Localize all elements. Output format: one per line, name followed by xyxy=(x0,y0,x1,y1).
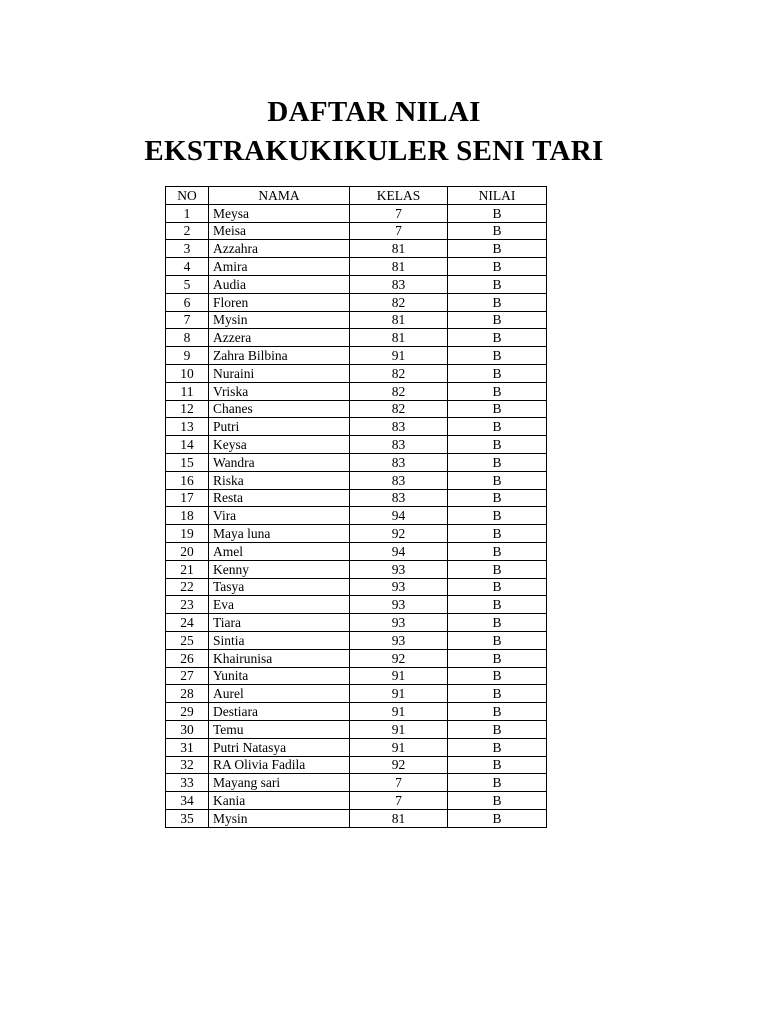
cell-kelas: 7 xyxy=(350,204,448,222)
cell-nilai: B xyxy=(448,364,547,382)
cell-kelas: 92 xyxy=(350,756,448,774)
table-row xyxy=(166,756,547,774)
cell-no: 29 xyxy=(166,703,209,721)
table-row xyxy=(166,293,547,311)
cell-nilai: B xyxy=(448,400,547,418)
cell-no: 19 xyxy=(166,525,209,543)
cell-no: 34 xyxy=(166,792,209,810)
cell-kelas: 93 xyxy=(350,614,448,632)
table-row xyxy=(166,382,547,400)
table-row xyxy=(166,703,547,721)
table-row xyxy=(166,240,547,258)
cell-nama: Wandra xyxy=(209,453,350,471)
cell-nama: Mysin xyxy=(209,311,350,329)
cell-no: 18 xyxy=(166,507,209,525)
cell-nilai: B xyxy=(448,525,547,543)
cell-nama: Vira xyxy=(209,507,350,525)
table-row xyxy=(166,258,547,276)
table-row xyxy=(166,222,547,240)
cell-nilai: B xyxy=(448,756,547,774)
cell-no: 15 xyxy=(166,453,209,471)
table-row xyxy=(166,329,547,347)
grades-table xyxy=(165,186,547,828)
cell-kelas: 82 xyxy=(350,293,448,311)
cell-no: 2 xyxy=(166,222,209,240)
cell-nama: Resta xyxy=(209,489,350,507)
cell-kelas: 92 xyxy=(350,649,448,667)
table-row xyxy=(166,275,547,293)
table-row xyxy=(166,471,547,489)
cell-nilai: B xyxy=(448,738,547,756)
cell-kelas: 91 xyxy=(350,667,448,685)
cell-no: 31 xyxy=(166,738,209,756)
cell-kelas: 82 xyxy=(350,400,448,418)
cell-no: 13 xyxy=(166,418,209,436)
cell-nama: Amel xyxy=(209,542,350,560)
cell-nama: Azzahra xyxy=(209,240,350,258)
page-title: DAFTAR NILAI xyxy=(267,96,481,128)
cell-kelas: 7 xyxy=(350,222,448,240)
cell-kelas: 7 xyxy=(350,774,448,792)
cell-no: 12 xyxy=(166,400,209,418)
cell-kelas: 92 xyxy=(350,525,448,543)
cell-kelas: 94 xyxy=(350,507,448,525)
cell-kelas: 91 xyxy=(350,685,448,703)
cell-kelas: 83 xyxy=(350,489,448,507)
cell-nama: Keysa xyxy=(209,436,350,454)
cell-kelas: 93 xyxy=(350,596,448,614)
cell-nilai: B xyxy=(448,471,547,489)
table-row xyxy=(166,400,547,418)
cell-no: 27 xyxy=(166,667,209,685)
cell-nama: Eva xyxy=(209,596,350,614)
header-kelas: KELAS xyxy=(350,187,448,205)
cell-no: 22 xyxy=(166,578,209,596)
cell-nama: Mayang sari xyxy=(209,774,350,792)
cell-nama: Mysin xyxy=(209,809,350,827)
cell-kelas: 83 xyxy=(350,436,448,454)
cell-nilai: B xyxy=(448,329,547,347)
table-body xyxy=(166,204,547,827)
table-row xyxy=(166,774,547,792)
cell-nama: Zahra Bilbina xyxy=(209,347,350,365)
cell-no: 26 xyxy=(166,649,209,667)
cell-no: 6 xyxy=(166,293,209,311)
cell-nilai: B xyxy=(448,489,547,507)
cell-kelas: 81 xyxy=(350,258,448,276)
cell-no: 1 xyxy=(166,204,209,222)
cell-nilai: B xyxy=(448,418,547,436)
cell-no: 32 xyxy=(166,756,209,774)
cell-nilai: B xyxy=(448,542,547,560)
cell-nama: Putri Natasya xyxy=(209,738,350,756)
cell-nama: Amira xyxy=(209,258,350,276)
cell-kelas: 83 xyxy=(350,418,448,436)
cell-no: 20 xyxy=(166,542,209,560)
cell-nilai: B xyxy=(448,258,547,276)
cell-no: 10 xyxy=(166,364,209,382)
cell-no: 16 xyxy=(166,471,209,489)
table-row xyxy=(166,614,547,632)
cell-kelas: 93 xyxy=(350,631,448,649)
cell-nama: Meysa xyxy=(209,204,350,222)
cell-kelas: 81 xyxy=(350,329,448,347)
cell-nilai: B xyxy=(448,649,547,667)
cell-kelas: 83 xyxy=(350,453,448,471)
cell-no: 14 xyxy=(166,436,209,454)
table-row xyxy=(166,347,547,365)
cell-kelas: 81 xyxy=(350,240,448,258)
cell-kelas: 93 xyxy=(350,578,448,596)
cell-nama: Riska xyxy=(209,471,350,489)
table-row xyxy=(166,560,547,578)
cell-nilai: B xyxy=(448,614,547,632)
cell-nilai: B xyxy=(448,720,547,738)
cell-nama: Putri xyxy=(209,418,350,436)
table-row xyxy=(166,720,547,738)
cell-nama: Azzera xyxy=(209,329,350,347)
cell-nilai: B xyxy=(448,507,547,525)
table-row xyxy=(166,436,547,454)
cell-no: 28 xyxy=(166,685,209,703)
header-nilai: NILAI xyxy=(448,187,547,205)
cell-kelas: 7 xyxy=(350,792,448,810)
cell-nama: Meisa xyxy=(209,222,350,240)
cell-nilai: B xyxy=(448,275,547,293)
cell-nilai: B xyxy=(448,560,547,578)
cell-nama: Temu xyxy=(209,720,350,738)
cell-nama: Khairunisa xyxy=(209,649,350,667)
cell-kelas: 82 xyxy=(350,382,448,400)
cell-no: 33 xyxy=(166,774,209,792)
cell-no: 7 xyxy=(166,311,209,329)
table-row xyxy=(166,525,547,543)
table-row xyxy=(166,667,547,685)
table-row xyxy=(166,685,547,703)
cell-nilai: B xyxy=(448,453,547,471)
cell-no: 23 xyxy=(166,596,209,614)
header-no: NO xyxy=(166,187,209,205)
header-nama: NAMA xyxy=(209,187,350,205)
cell-nilai: B xyxy=(448,204,547,222)
cell-no: 17 xyxy=(166,489,209,507)
cell-nama: Tiara xyxy=(209,614,350,632)
cell-nama: RA Olivia Fadila xyxy=(209,756,350,774)
table-row xyxy=(166,631,547,649)
cell-nilai: B xyxy=(448,809,547,827)
cell-nama: Tasya xyxy=(209,578,350,596)
cell-kelas: 91 xyxy=(350,738,448,756)
cell-no: 3 xyxy=(166,240,209,258)
cell-nama: Kania xyxy=(209,792,350,810)
cell-no: 11 xyxy=(166,382,209,400)
cell-nilai: B xyxy=(448,240,547,258)
cell-nilai: B xyxy=(448,703,547,721)
cell-nama: Destiara xyxy=(209,703,350,721)
table-row xyxy=(166,578,547,596)
cell-nama: Floren xyxy=(209,293,350,311)
cell-nilai: B xyxy=(448,311,547,329)
cell-nama: Yunita xyxy=(209,667,350,685)
cell-no: 8 xyxy=(166,329,209,347)
table-row xyxy=(166,204,547,222)
table-row xyxy=(166,507,547,525)
cell-nama: Sintia xyxy=(209,631,350,649)
table-row xyxy=(166,649,547,667)
cell-nama: Nuraini xyxy=(209,364,350,382)
cell-nilai: B xyxy=(448,774,547,792)
cell-nilai: B xyxy=(448,578,547,596)
cell-kelas: 82 xyxy=(350,364,448,382)
cell-no: 25 xyxy=(166,631,209,649)
cell-nilai: B xyxy=(448,222,547,240)
cell-no: 9 xyxy=(166,347,209,365)
cell-nilai: B xyxy=(448,667,547,685)
cell-nilai: B xyxy=(448,631,547,649)
cell-kelas: 94 xyxy=(350,542,448,560)
cell-nama: Vriska xyxy=(209,382,350,400)
cell-kelas: 93 xyxy=(350,560,448,578)
cell-kelas: 81 xyxy=(350,311,448,329)
cell-nama: Chanes xyxy=(209,400,350,418)
cell-kelas: 83 xyxy=(350,275,448,293)
cell-nama: Aurel xyxy=(209,685,350,703)
table-header-row xyxy=(166,187,547,205)
cell-kelas: 91 xyxy=(350,720,448,738)
table-row xyxy=(166,809,547,827)
cell-nama: Maya luna xyxy=(209,525,350,543)
cell-no: 5 xyxy=(166,275,209,293)
cell-nilai: B xyxy=(448,293,547,311)
cell-nilai: B xyxy=(448,347,547,365)
cell-no: 24 xyxy=(166,614,209,632)
cell-nama: Kenny xyxy=(209,560,350,578)
table-row xyxy=(166,738,547,756)
cell-kelas: 81 xyxy=(350,809,448,827)
cell-nilai: B xyxy=(448,596,547,614)
table-row xyxy=(166,418,547,436)
page-subtitle: EKSTRAKUKIKULER SENI TARI xyxy=(144,135,604,167)
cell-kelas: 83 xyxy=(350,471,448,489)
cell-nilai: B xyxy=(448,685,547,703)
cell-kelas: 91 xyxy=(350,703,448,721)
cell-nilai: B xyxy=(448,792,547,810)
table-row xyxy=(166,596,547,614)
table-row xyxy=(166,489,547,507)
table-row xyxy=(166,311,547,329)
cell-no: 35 xyxy=(166,809,209,827)
cell-no: 4 xyxy=(166,258,209,276)
cell-no: 30 xyxy=(166,720,209,738)
cell-nilai: B xyxy=(448,436,547,454)
cell-nilai: B xyxy=(448,382,547,400)
table-row xyxy=(166,542,547,560)
table-row xyxy=(166,364,547,382)
cell-nama: Audia xyxy=(209,275,350,293)
table-row xyxy=(166,792,547,810)
cell-no: 21 xyxy=(166,560,209,578)
cell-kelas: 91 xyxy=(350,347,448,365)
table-row xyxy=(166,453,547,471)
